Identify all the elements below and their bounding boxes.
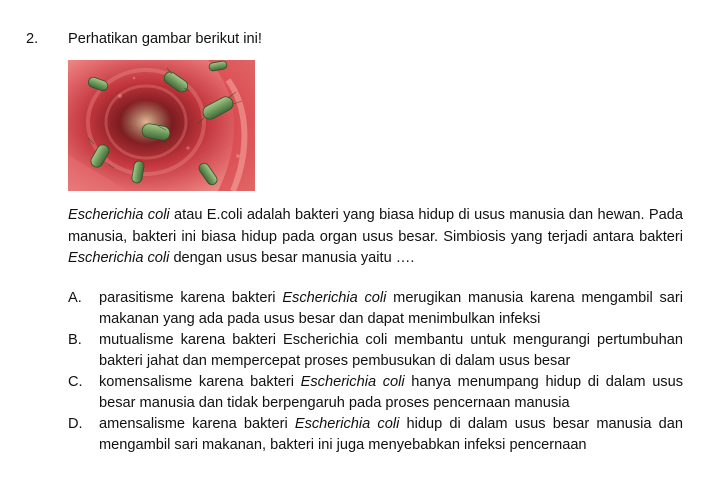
answer-options (68, 288, 683, 456)
stem-text-part2: dengan usus besar manusia yaitu …. (169, 250, 415, 266)
option-text-after: merugikan manusia karena mengambil sari makanan yang ada pada usus besar dan dapat menimbulkan infeksi (99, 290, 683, 327)
option-text (99, 414, 683, 456)
ecoli-intestine-image (68, 60, 255, 191)
option-d[interactable] (68, 414, 683, 456)
ecoli-intestine-illustration-icon (68, 60, 255, 191)
option-b[interactable] (68, 330, 683, 372)
option-text (99, 372, 683, 414)
option-text-before: mutualisme karena bakteri Escherichia coli membantu untuk mengurangi pertumbuhan bakteri jahat dan mempercepat proses pembusukan di dalam usus besar (99, 332, 683, 369)
option-text (99, 288, 683, 330)
question-prompt: Perhatikan gambar berikut ini! (68, 31, 262, 47)
species-name: Escherichia coli (300, 374, 405, 390)
option-letter: C. (68, 374, 83, 390)
option-text-before: komensalisme karena bakteri (99, 374, 301, 390)
species-name: Escherichia coli (282, 290, 387, 306)
option-a[interactable] (68, 288, 683, 330)
option-letter: A. (68, 290, 82, 306)
option-text-before: amensalisme karena bakteri (99, 416, 295, 432)
species-name: Escherichia coli (68, 250, 170, 266)
question-number: 2. (26, 31, 39, 47)
option-letter: B. (68, 332, 82, 348)
stem-text-part1: atau E.coli adalah bakteri yang biasa hidup di usus manusia dan hewan. Pada manusia, bakteri ini biasa hidup pada organ usus besar. Simbiosis yang terjadi antara bakteri (68, 207, 683, 245)
option-text-after: hidup di dalam usus besar manusia dan mengambil sari makanan, bakteri ini juga menyebabkan infeksi pencernaan (99, 416, 684, 453)
option-c[interactable] (68, 372, 683, 414)
question-stem (68, 205, 683, 270)
species-name: Escherichia coli (68, 207, 170, 223)
option-letter: D. (68, 416, 83, 432)
option-text (99, 330, 683, 372)
species-name: Escherichia coli (294, 416, 400, 432)
option-text-before: parasitisme karena bakteri (99, 290, 283, 306)
option-text-after: hanya menumpang hidup di dalam usus besar manusia dan tidak berpengaruh pada proses pencernaan manusia (99, 374, 684, 411)
